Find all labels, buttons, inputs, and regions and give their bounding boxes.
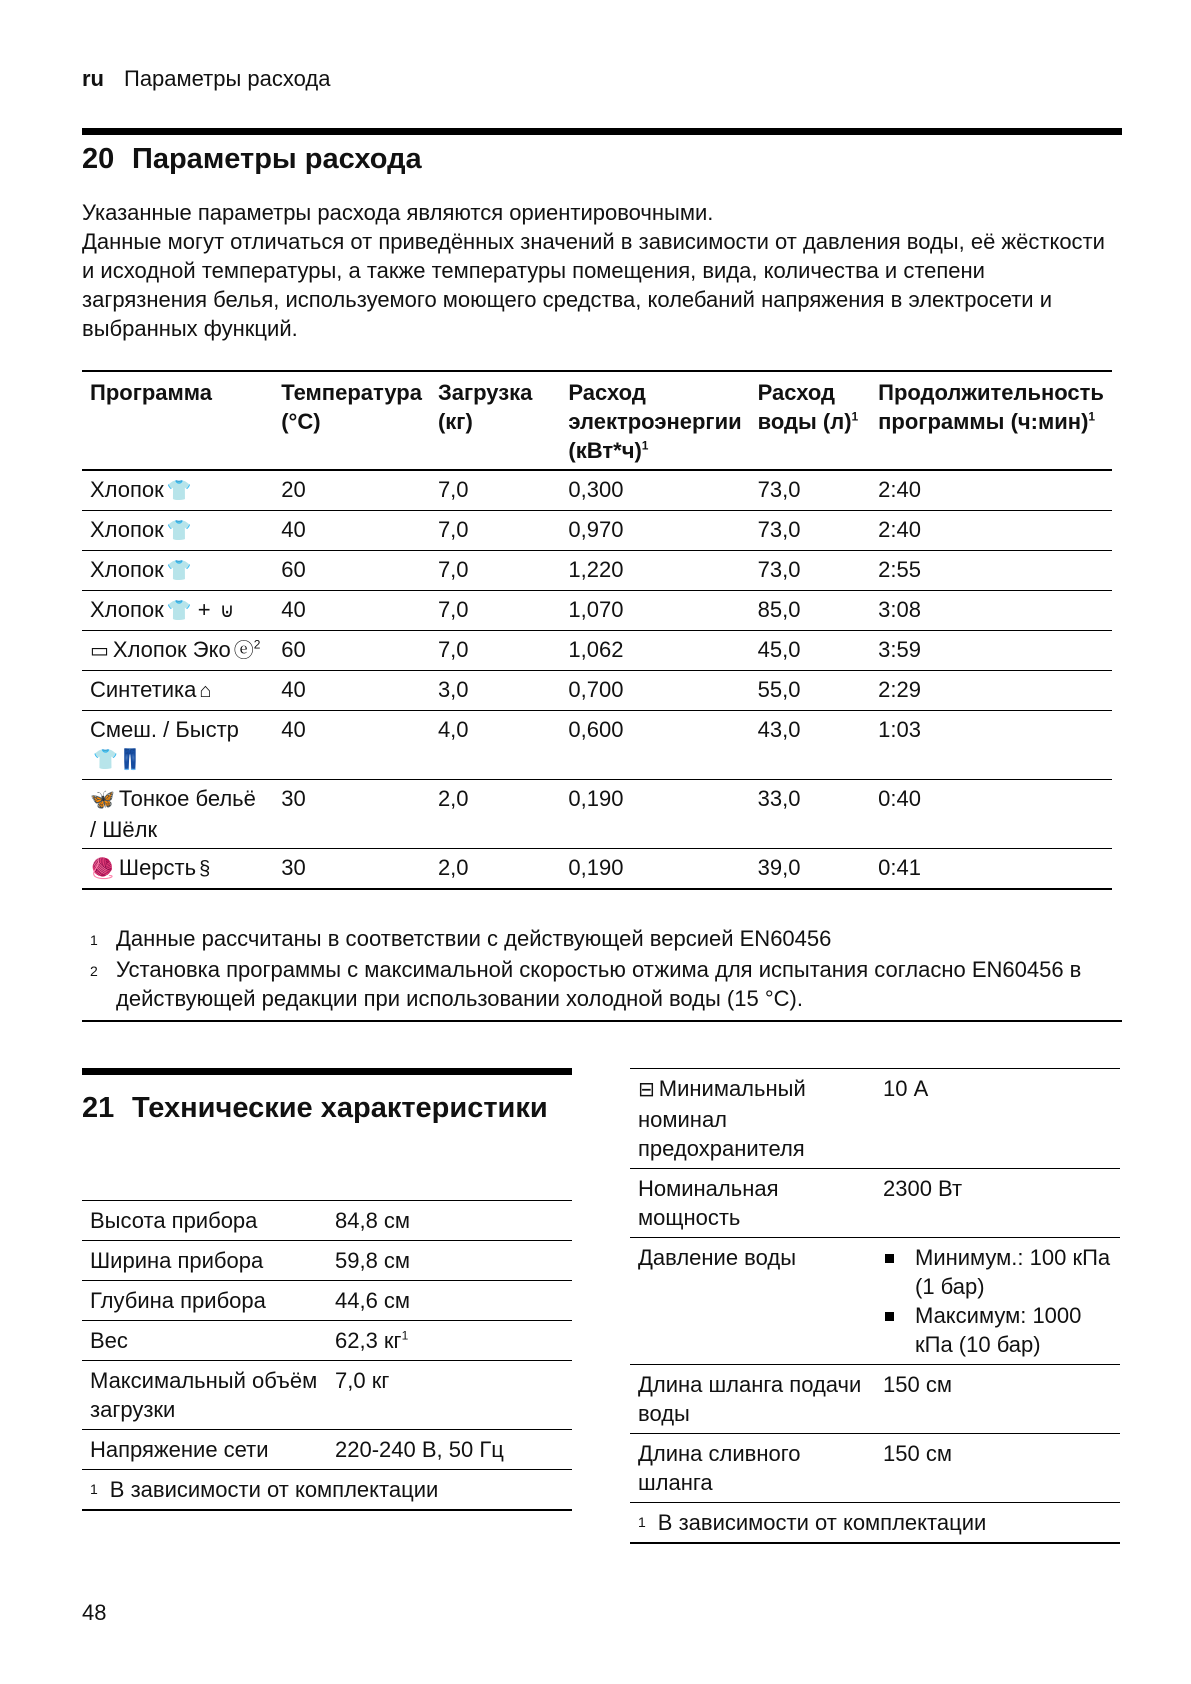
footnote-2: Установка программы с максимальной скоростью отжима для испытания согласно EN60456 в действующей редакции при использовании холодной воды (15 °C). bbox=[116, 957, 1082, 1011]
col-water: Расход воды $(л)^1$ bbox=[750, 371, 870, 470]
spec-footnote-row: $^1$ В зависимости от комплектации bbox=[82, 1470, 572, 1511]
section-20-heading: 20 Параметры расхода bbox=[82, 143, 422, 175]
table-row: 🦋 Тонкое бельё / Шёлк 30 2,0 0,190 33,0 0:40 bbox=[82, 780, 1112, 849]
pressure-max: Максимум: 1000 кПа (10 бар) bbox=[883, 1301, 1112, 1359]
cotton-shirt-icon: 👕 bbox=[166, 520, 192, 542]
col-load: Загрузка (кг) bbox=[430, 371, 560, 470]
spec-row: Длина шланга подачи воды 150 см bbox=[630, 1365, 1120, 1434]
section-21-heading: 21 Технические характеристики bbox=[82, 1092, 548, 1124]
consumption-table bbox=[82, 370, 1112, 890]
table-row: Хлопок 👕 20 7,0 0,300 73,0 2:40 bbox=[82, 470, 1112, 511]
spec-row: Напряжение сети 220-240 В, 50 Гц bbox=[82, 1430, 572, 1470]
tech-specs-left bbox=[82, 1200, 572, 1511]
cotton-shirt-icon: 👕 bbox=[166, 480, 192, 502]
program-selector-icon: ▭ bbox=[90, 640, 109, 662]
language-code: ru bbox=[82, 66, 104, 91]
consumption-footnotes: 1 Данные рассчитаны в соответствии с действующей версией EN60456 2 Установка программы с максимальной скоростью отжима для испытания согласно EN60456 в действующей редакции при использовании холодной воды (15 °C). bbox=[90, 924, 1120, 1013]
footnote-1: Данные рассчитаны в соответствии с действующей версией EN60456 bbox=[116, 926, 832, 951]
table-row: Хлопок 👕 + ⊍ 40 7,0 1,070 85,0 3:08 bbox=[82, 591, 1112, 631]
table-row: 🧶 Шерсть § 30 2,0 0,190 39,0 0:41 bbox=[82, 849, 1112, 890]
spec-footnote-row: $^1$ В зависимости от комплектации bbox=[630, 1503, 1120, 1544]
table-row: Смеш. / Быстр👕👖 40 4,0 0,600 43,0 1:03 bbox=[82, 711, 1112, 780]
mixed-quick-icon: 👕👖 bbox=[93, 749, 143, 771]
cotton-shirt-icon: 👕 bbox=[166, 560, 192, 582]
col-duration: Продолжительность программы (ч:мин)$^1$ bbox=[870, 371, 1112, 470]
col-energy: Расход электроэнергии $(кВт*ч)^1$ bbox=[560, 371, 749, 470]
section-rule bbox=[82, 128, 1122, 135]
spec-row: Глубина прибора 44,6 см bbox=[82, 1281, 572, 1321]
spec-row: ⊟ Минимальный номинал предохранителя 10 А bbox=[630, 1069, 1120, 1169]
spec-row: Длина сливного шланга 150 см bbox=[630, 1434, 1120, 1503]
table-row: Хлопок 👕 60 7,0 1,220 73,0 2:55 bbox=[82, 551, 1112, 591]
wool-handwash-icon: 🧶 bbox=[90, 858, 115, 880]
table-row: ▭ Хлопок Эко ⓔ$^2$ 60 7,0 1,062 45,0 3:59 bbox=[82, 631, 1112, 671]
page-number: 48 bbox=[82, 1600, 107, 1625]
spec-row: Вес 62,3 $кг^1$ bbox=[82, 1321, 572, 1361]
table-header-row bbox=[82, 371, 1112, 470]
cotton-shirt-icon: 👕 bbox=[166, 600, 192, 622]
col-program: Программа bbox=[82, 371, 273, 470]
eco-icon: ⓔ bbox=[233, 640, 254, 662]
footnote-rule bbox=[82, 1020, 1122, 1022]
prewash-tub-icon: ⊍ bbox=[219, 600, 235, 622]
running-header bbox=[82, 66, 330, 92]
spec-row: Номинальная мощность 2300 Вт bbox=[630, 1169, 1120, 1238]
spec-row: Ширина прибора 59,8 см bbox=[82, 1241, 572, 1281]
col-temperature: Температура (°C) bbox=[273, 371, 430, 470]
table-row: Синтетика ⌂ 40 3,0 0,700 55,0 2:29 bbox=[82, 671, 1112, 711]
synthetics-icon: ⌂ bbox=[199, 680, 212, 702]
section-20-intro: Указанные параметры расхода являются ориентировочными. Данные могут отличаться от приведённых значений в зависимости от давления воды, её жёсткости и исходной температуры, а также температуры помещения, вида, количества и степени загрязнения белья, используемого моющего средства, колебаний напряжения в электросети и выбранных функций. bbox=[82, 200, 1105, 341]
spec-row: Давление воды Минимум.: 100 кПа (1 бар) Максимум: 1000 кПа (10 бар) bbox=[630, 1238, 1120, 1365]
table-row: Хлопок 👕 40 7,0 0,970 73,0 2:40 bbox=[82, 511, 1112, 551]
spec-row: Максимальный объём загрузки 7,0 кг bbox=[82, 1361, 572, 1430]
pressure-min: Минимум.: 100 кПа (1 бар) bbox=[883, 1243, 1112, 1301]
wool-icon: § bbox=[199, 858, 211, 880]
fuse-icon: ⊟ bbox=[638, 1079, 655, 1101]
tech-specs-right bbox=[630, 1068, 1120, 1544]
spec-row: Высота прибора 84,8 см bbox=[82, 1201, 572, 1241]
section-rule bbox=[82, 1068, 572, 1075]
delicates-silk-icon: 🦋 bbox=[90, 789, 115, 811]
running-header-title: Параметры расхода bbox=[124, 66, 331, 91]
